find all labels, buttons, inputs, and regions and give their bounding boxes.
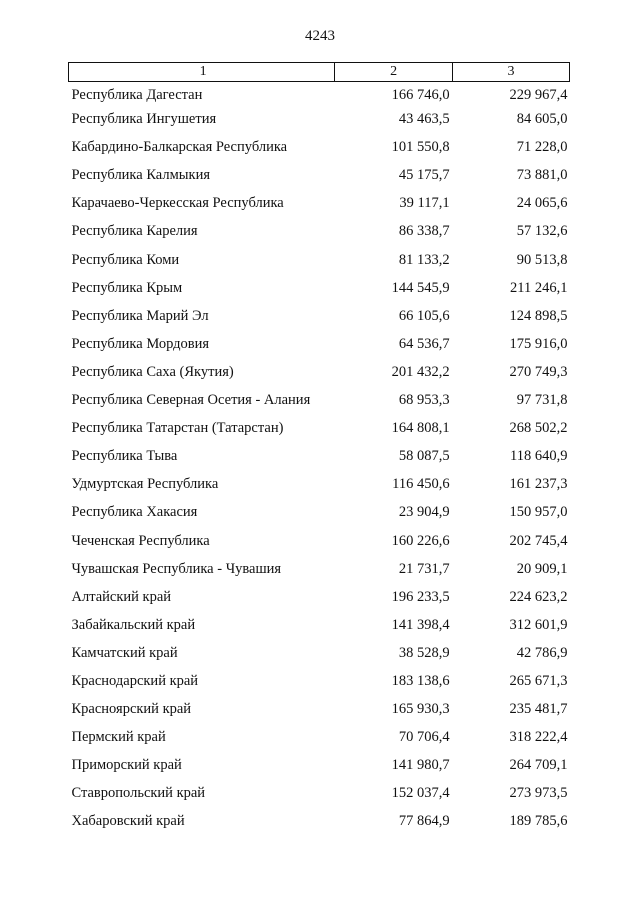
value-col-3-cell: 90 513,8 bbox=[516, 251, 568, 268]
value-col-3-cell: 20 909,1 bbox=[516, 560, 568, 577]
value-col-2-cell: 144 545,9 bbox=[391, 279, 450, 296]
region-name-cell: Республика Саха (Якутия) bbox=[71, 363, 234, 380]
table-row bbox=[69, 728, 570, 756]
value-col-3-cell: 24 065,6 bbox=[516, 195, 568, 212]
region-name-cell: Республика Дагестан bbox=[71, 87, 203, 103]
table-row bbox=[69, 335, 570, 363]
value-col-2-cell: 77 864,9 bbox=[398, 813, 450, 830]
table-row bbox=[69, 419, 570, 447]
value-col-2-cell: 70 706,4 bbox=[398, 729, 450, 746]
region-name-cell: Карачаево-Черкесская Республика bbox=[71, 195, 284, 212]
value-col-2-cell: 101 550,8 bbox=[391, 139, 450, 156]
data-table bbox=[68, 62, 570, 841]
table-row bbox=[69, 475, 570, 503]
region-name-cell: Республика Калмыкия bbox=[71, 167, 210, 184]
value-col-2-cell: 166 746,0 bbox=[391, 87, 450, 103]
table-row bbox=[69, 503, 570, 531]
value-col-3-cell: 312 601,9 bbox=[509, 616, 568, 633]
value-col-3-cell: 270 749,3 bbox=[509, 363, 568, 380]
region-name-cell: Республика Северная Осетия - Алания bbox=[71, 392, 311, 409]
region-name-cell: Республика Крым bbox=[71, 279, 183, 296]
table-row bbox=[69, 756, 570, 784]
value-col-2-cell: 152 037,4 bbox=[391, 785, 450, 802]
table-row bbox=[69, 110, 570, 138]
region-name-cell: Чувашская Республика - Чувашия bbox=[71, 560, 282, 577]
region-name-cell: Краснодарский край bbox=[71, 672, 199, 689]
value-col-2-cell: 116 450,6 bbox=[392, 476, 450, 493]
value-col-2-cell: 183 138,6 bbox=[391, 672, 450, 689]
region-name-cell: Хабаровский край bbox=[71, 813, 185, 830]
value-col-3-cell: 71 228,0 bbox=[516, 139, 568, 156]
region-name-cell: Республика Хакасия bbox=[71, 504, 198, 521]
region-name-cell: Пермский край bbox=[71, 729, 166, 746]
value-col-3-cell: 318 222,4 bbox=[509, 729, 568, 746]
value-col-3-cell: 42 786,9 bbox=[516, 644, 568, 661]
value-col-2-cell: 81 133,2 bbox=[398, 251, 450, 268]
header-col-1: 1 bbox=[69, 63, 335, 82]
value-col-3-cell: 124 898,5 bbox=[509, 307, 568, 324]
value-col-2-cell: 23 904,9 bbox=[398, 504, 450, 521]
value-col-2-cell: 141 398,4 bbox=[391, 616, 450, 633]
table-row bbox=[69, 784, 570, 812]
table-row bbox=[69, 251, 570, 279]
table-row bbox=[69, 644, 570, 672]
header-col-3: 3 bbox=[453, 63, 570, 82]
value-col-3-cell: 224 623,2 bbox=[509, 588, 568, 605]
value-col-2-cell: 196 233,5 bbox=[391, 588, 450, 605]
value-col-3-cell: 118 640,9 bbox=[510, 448, 568, 465]
region-name-cell: Республика Татарстан (Татарстан) bbox=[71, 420, 284, 437]
value-col-3-cell: 264 709,1 bbox=[509, 757, 568, 774]
region-name-cell: Республика Карелия bbox=[71, 223, 198, 240]
value-col-3-cell: 189 785,6 bbox=[509, 813, 568, 830]
value-col-2-cell: 43 463,5 bbox=[398, 111, 450, 128]
region-name-cell: Чеченская Республика bbox=[71, 532, 210, 549]
value-col-3-cell: 175 916,0 bbox=[509, 335, 568, 352]
table-row bbox=[69, 194, 570, 222]
value-col-3-cell: 202 745,4 bbox=[509, 532, 568, 549]
region-name-cell: Кабардино-Балкарская Республика bbox=[71, 139, 288, 156]
page-number: 4243 bbox=[305, 28, 335, 44]
value-col-2-cell: 165 930,3 bbox=[391, 701, 450, 718]
table-row bbox=[69, 672, 570, 700]
table-row bbox=[69, 391, 570, 419]
table-row bbox=[69, 222, 570, 250]
table-row bbox=[69, 588, 570, 616]
table-row bbox=[69, 166, 570, 194]
table-row bbox=[69, 560, 570, 588]
value-col-2-cell: 201 432,2 bbox=[391, 363, 450, 380]
table-row bbox=[69, 812, 570, 840]
value-col-2-cell: 68 953,3 bbox=[398, 392, 450, 409]
value-col-2-cell: 86 338,7 bbox=[398, 223, 450, 240]
region-name-cell: Забайкальский край bbox=[71, 616, 196, 633]
region-name-cell: Удмуртская Республика bbox=[71, 476, 219, 493]
header-row bbox=[69, 63, 570, 82]
table-row bbox=[69, 700, 570, 728]
region-name-cell: Алтайский край bbox=[71, 588, 172, 605]
value-col-3-cell: 268 502,2 bbox=[509, 420, 568, 437]
value-col-3-cell: 265 671,3 bbox=[509, 672, 568, 689]
value-col-2-cell: 39 117,1 bbox=[399, 195, 450, 212]
table-row bbox=[69, 363, 570, 391]
table-body bbox=[69, 82, 570, 841]
value-col-3-cell: 57 132,6 bbox=[516, 223, 568, 240]
region-name-cell: Республика Коми bbox=[71, 251, 180, 268]
table-row bbox=[69, 616, 570, 644]
value-col-2-cell: 164 808,1 bbox=[391, 420, 450, 437]
table-row bbox=[69, 447, 570, 475]
value-col-3-cell: 211 246,1 bbox=[510, 279, 568, 296]
region-name-cell: Республика Ингушетия bbox=[71, 111, 217, 128]
value-col-3-cell: 161 237,3 bbox=[509, 476, 568, 493]
table-row bbox=[69, 138, 570, 166]
table-header bbox=[69, 63, 570, 82]
value-col-3-cell: 150 957,0 bbox=[509, 504, 568, 521]
value-col-3-cell: 97 731,8 bbox=[516, 392, 568, 409]
value-col-2-cell: 66 105,6 bbox=[398, 307, 450, 324]
value-col-2-cell: 58 087,5 bbox=[398, 448, 450, 465]
value-col-3-cell: 229 967,4 bbox=[509, 87, 568, 103]
region-name-cell: Красноярский край bbox=[71, 701, 192, 718]
region-name-cell: Ставропольский край bbox=[71, 785, 206, 802]
value-col-3-cell: 235 481,7 bbox=[509, 701, 568, 718]
value-col-2-cell: 38 528,9 bbox=[398, 644, 450, 661]
region-name-cell: Республика Марий Эл bbox=[71, 307, 209, 324]
value-col-3-cell: 273 973,5 bbox=[509, 785, 568, 802]
value-col-3-cell: 84 605,0 bbox=[516, 111, 568, 128]
table-row bbox=[69, 279, 570, 307]
region-name-cell: Республика Тыва bbox=[71, 448, 178, 465]
region-name-cell: Республика Мордовия bbox=[71, 335, 210, 352]
value-col-2-cell: 64 536,7 bbox=[398, 335, 450, 352]
header-col-2: 2 bbox=[335, 63, 453, 82]
value-col-2-cell: 141 980,7 bbox=[391, 757, 450, 774]
value-col-2-cell: 21 731,7 bbox=[398, 560, 450, 577]
region-name-cell: Приморский край bbox=[71, 757, 182, 774]
table-row bbox=[69, 307, 570, 335]
value-col-2-cell: 45 175,7 bbox=[398, 167, 450, 184]
value-col-2-cell: 160 226,6 bbox=[391, 532, 450, 549]
region-name-cell: Камчатский край bbox=[71, 644, 178, 661]
table-row bbox=[69, 82, 570, 111]
value-col-3-cell: 73 881,0 bbox=[516, 167, 568, 184]
table-row bbox=[69, 532, 570, 560]
